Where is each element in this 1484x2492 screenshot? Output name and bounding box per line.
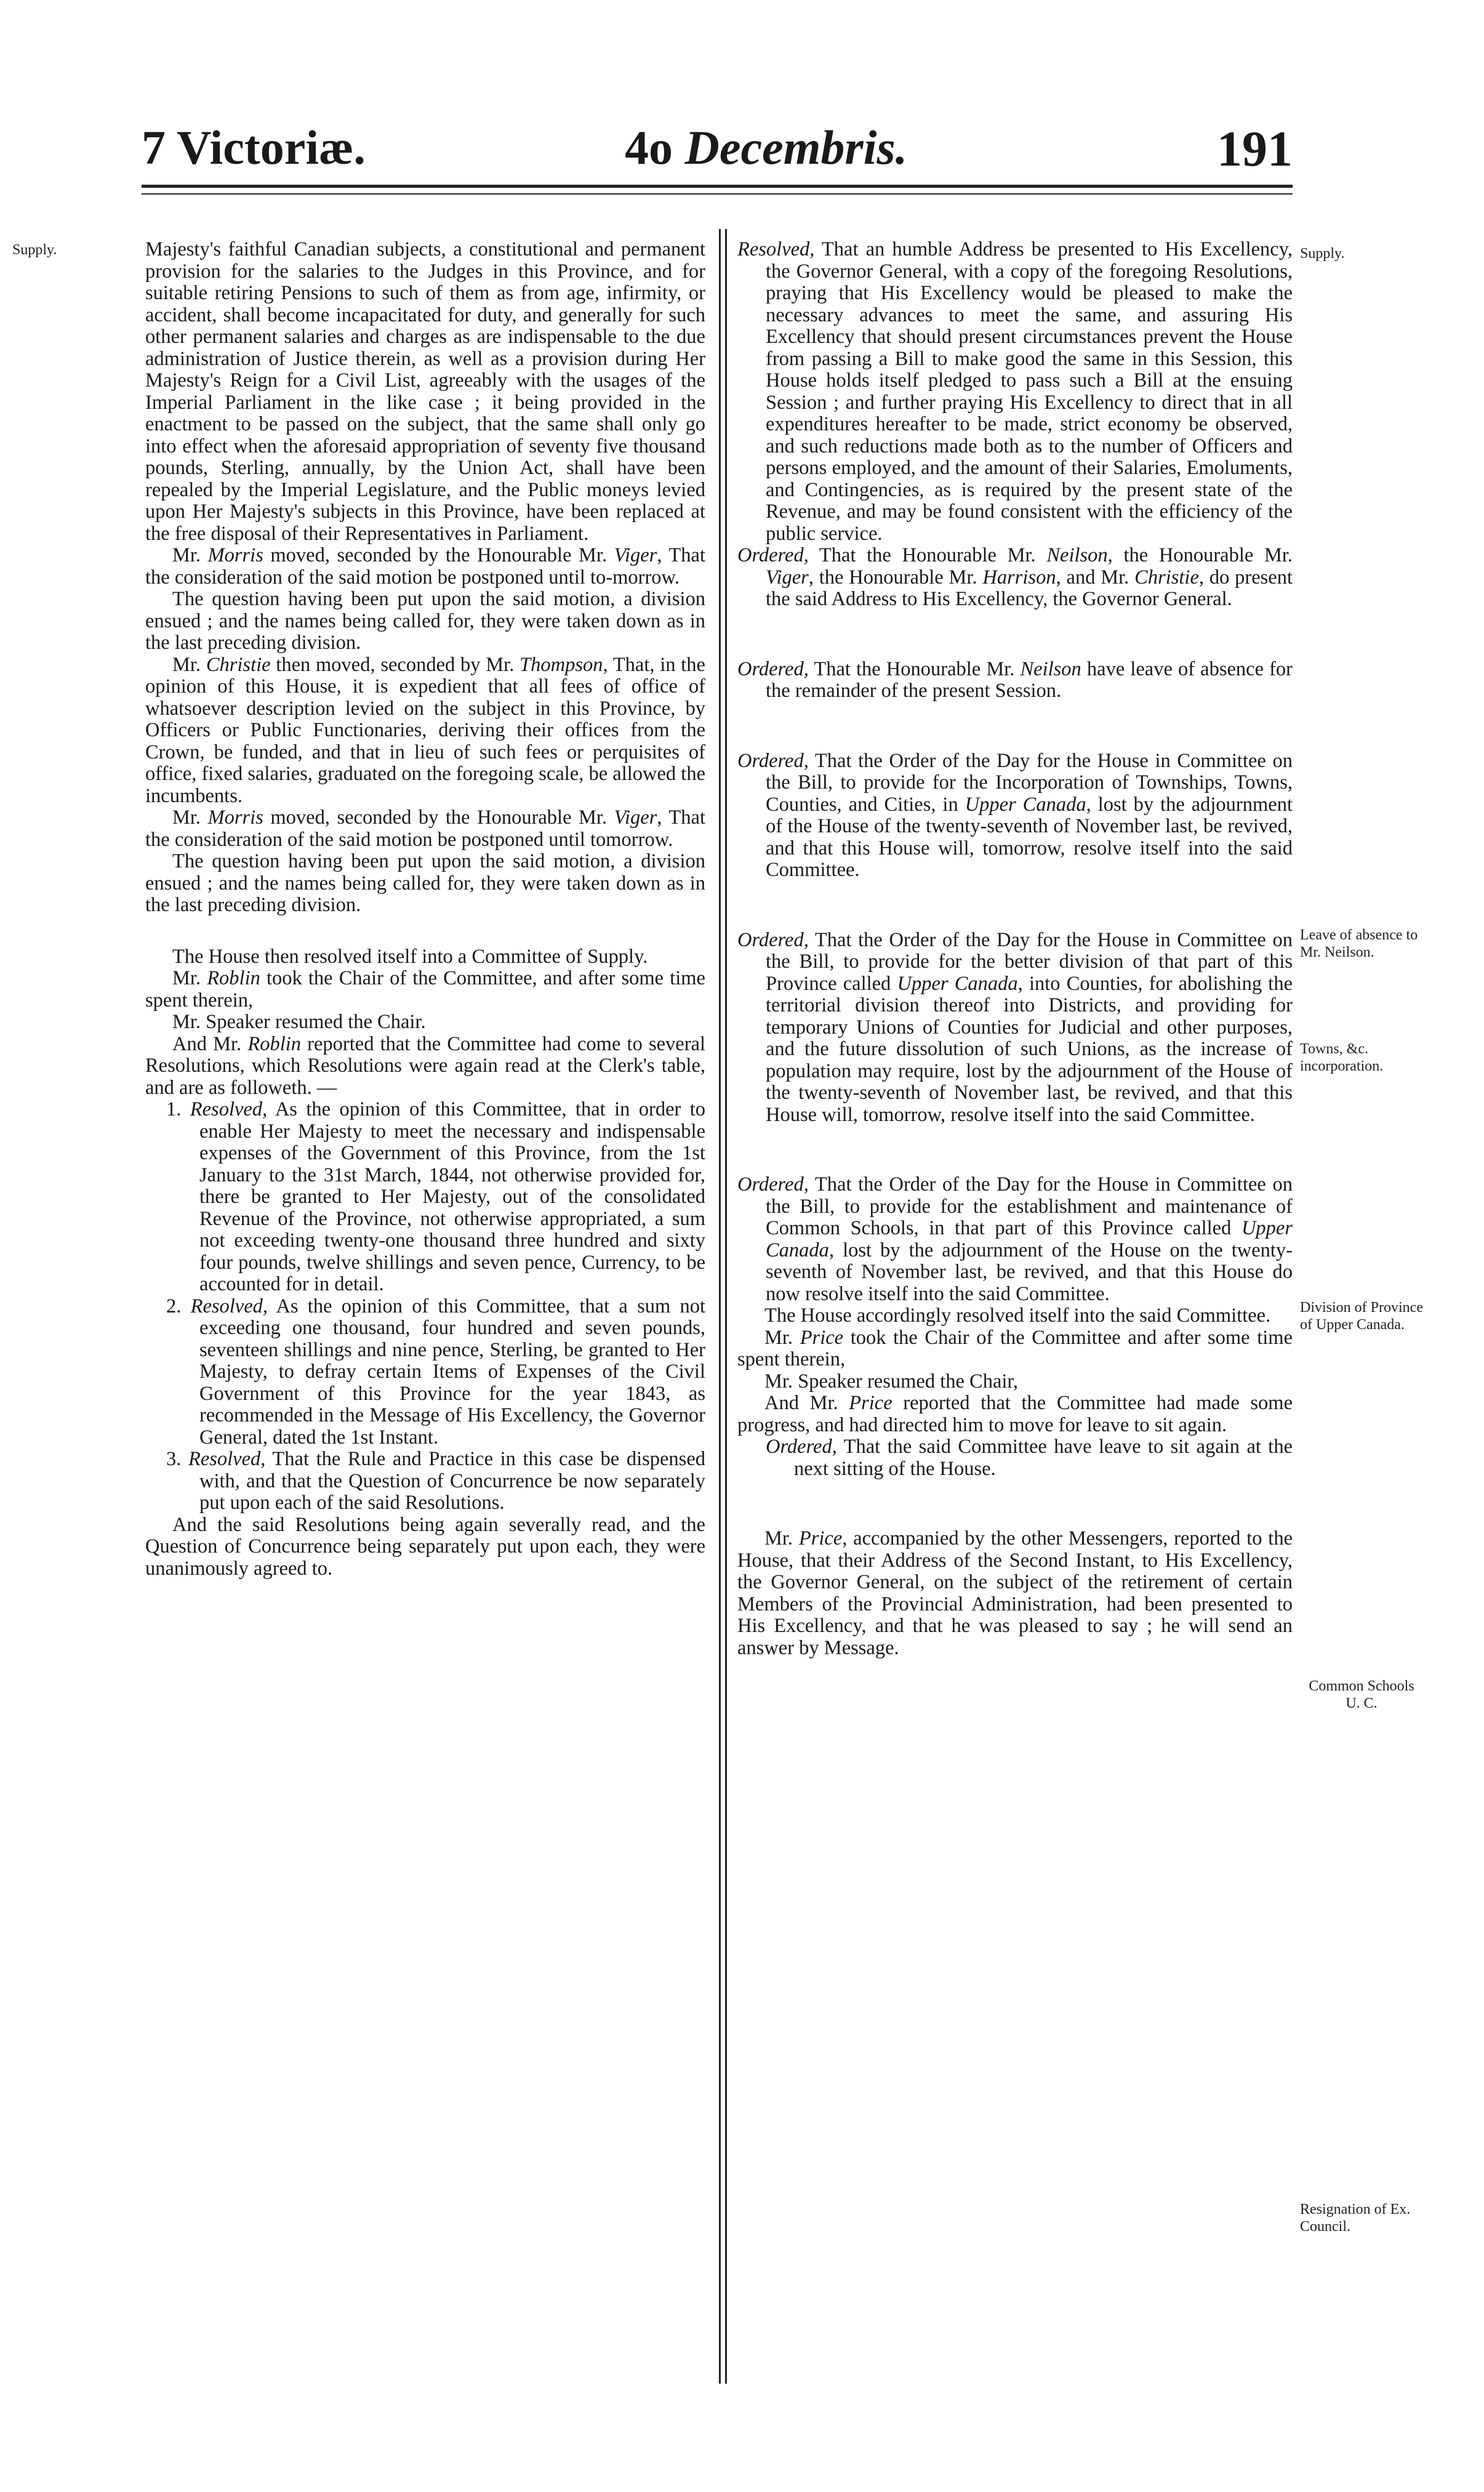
- order-leave-of-absence: Ordered, That the Honourable Mr. Neilson have leave of absence for the remainder of the present Session.: [737, 657, 1293, 702]
- page-number: 191: [1217, 121, 1293, 177]
- resolution-1: 1. Resolved, As the opinion of this Committee, that in order to enable Her Majesty to meet the necessary and indispensable expenses of the Government of this Province, from the 1st January to the 31st March, 1844, not otherwise provided for, there be granted to Her Majesty, out of the consolidated Revenue of the Province, not otherwise appropriated, a sum not exceeding twenty-one thousand three hundred and sixty four pounds, twelve shillings and seven pence, Currency, to be accounted for in detail.: [166, 1098, 705, 1295]
- paragraph-house-resolved: The House accordingly resolved itself into the said Committee.: [764, 1304, 1271, 1327]
- margin-note-resignation: Resignation of Ex. Council.: [1300, 2201, 1411, 2235]
- paragraph-price-chair: Mr. Price took the Chair of the Committee and after some time spent therein,: [737, 1326, 1293, 1370]
- paragraph-speaker-resumed-2: Mr. Speaker resumed the Chair,: [764, 1370, 1019, 1393]
- order-common-schools: Ordered, That the Order of the Day for the House in Committee on the Bill, to provide for the establishment and maintenance of Common Schools, in that part of this Province called Upper Canada, lost by the adjournment of the House on the twenty-seventh of November last, be revived, and that this House do now resolve itself into the said Committee.: [737, 1173, 1293, 1305]
- paragraph-division-2: The question having been put upon the said motion, a division ensued ; and the names being called for, they were taken down as in the last preceding division.: [145, 850, 705, 916]
- order-towns-incorporation: Ordered, That the Order of the Day for the House in Committee on the Bill, to provide for the Incorporation of Townships, Towns, Counties, and Cities, in Upper Canada, lost by the adjournment of the House of the twenty-seventh of November last, be revived, and that this House will, tomorrow, resolve itself into the said Committee.: [737, 749, 1293, 881]
- paragraph-civil-list: Majesty's faithful Canadian subjects, a constitutional and permanent provision for the salaries to the Judges in this Province, and for suitable retiring Pensions to such of them as from age, infirmity, or accident, shall become incapacitated for duty, and generally for such other permanent salaries and charges as are indispensable to the due administration of Justice therein, as well as a provision during Her Majesty's Reign for a Civil List, agreeably with the usages of the Imperial Parliament in the like case ; it being provided in the enactment to be passed on the subject, that the same shall only go into effect when the aforesaid appropriation of seventy five thousand pounds, Sterling, annually, by the Union Act, shall have been repealed by the Imperial Legislature, and the Public moneys levied upon Her Majesty's subjects in this Province, have been replaced at the free disposal of their Representatives in Parliament.: [145, 239, 705, 545]
- order-sit-again: Ordered, That the said Committee have leave to sit again at the next sitting of the House.: [766, 1436, 1293, 1480]
- paragraph-roblin-chair: Mr. Roblin took the Chair of the Committee, and after some time spent therein,: [145, 967, 705, 1011]
- paragraph-concurrence: And the said Resolutions being again severally read, and the Question of Concurrence being separately put upon each, they were unanimously agreed to.: [145, 1513, 705, 1580]
- right-column: [737, 239, 1293, 2381]
- paragraph-speaker-resumed: Mr. Speaker resumed the Chair.: [172, 1011, 426, 1033]
- paragraph-messengers-report: Mr. Price, accompanied by the other Messengers, reported to the House, that their Address of the Second Instant, to His Excellency, the Governor General, on the subject of the retirement of certain Members of the Provincial Administration, had been presented to His Excellency, and that he was pleased to say ; he will send an answer by Message.: [737, 1527, 1293, 1659]
- paragraph-morris-motion-2: Mr. Morris moved, seconded by the Honourable Mr. Viger, That the consideration of the said motion be postponed until tomorrow.: [145, 806, 705, 851]
- margin-note-towns-incorporation: Towns, &c. incorporation.: [1300, 1041, 1384, 1074]
- header-day: 4o: [625, 121, 673, 174]
- paragraph-christie-motion: Mr. Christie then moved, seconded by Mr. Thompson, That, in the opinion of this House, it is expedient that all fees of office of whatsoever description levied on the subject in this Province, by Officers or Public Functionaries, deriving their offices from the Crown, be funded, and that in lieu of such fees or perquisites of office, fixed salaries, graduated on the foregoing scale, be allowed the incumbents.: [145, 653, 705, 807]
- order-present-address: Ordered, That the Honourable Mr. Neilson, the Honourable Mr. Viger, the Honourable Mr. Harrison, and Mr. Christie, do present the said Address to His Excellency, the Governor General.: [737, 544, 1293, 610]
- left-column: [145, 239, 705, 2381]
- column-divider-right: [725, 229, 727, 2384]
- paragraph-committee-of-supply: The House then resolved itself into a Committee of Supply.: [172, 945, 648, 968]
- header-date: [625, 120, 907, 175]
- paragraph-price-report: And Mr. Price reported that the Committee had made some progress, and had directed him to move for leave to sit again.: [737, 1392, 1293, 1436]
- column-divider-left: [719, 229, 721, 2384]
- paragraph-morris-motion-1: Mr. Morris moved, seconded by the Honourable Mr. Viger, That the consideration of the said motion be postponed until to-morrow.: [145, 544, 705, 589]
- paragraph-roblin-report: And Mr. Roblin reported that the Committee had come to several Resolutions, which Resolutions were again read at the Clerk's table, and are as followeth. —: [145, 1032, 705, 1099]
- header-rule-thin: [142, 193, 1293, 195]
- margin-note-leave-of-absence: Leave of absence to Mr. Neilson.: [1300, 927, 1418, 960]
- margin-note-supply-right: Supply.: [1300, 246, 1345, 262]
- header-month: Decembris.: [684, 121, 908, 174]
- header-regnal-year: 7 Victoriæ.: [142, 121, 366, 174]
- resolution-3: 3. Resolved, That the Rule and Practice in this case be dispensed with, and that the Question of Concurrence be now separately put upon each of the said Resolutions.: [166, 1448, 705, 1514]
- margin-note-common-schools: Common Schools U. C.: [1309, 1678, 1414, 1711]
- margin-note-supply-left: Supply.: [12, 242, 57, 258]
- header-rule-thick: [142, 185, 1293, 188]
- margin-note-division-of-province: Division of Province of Upper Canada.: [1300, 1300, 1423, 1333]
- resolution-2: 2. Resolved, As the opinion of this Committee, that a sum not exceeding one thousand, four hundred and seven pounds, seventeen shillings and nine pence, Sterling, be granted to Her Majesty, to defray certain Items of Expenses of the Civil Government of this Province for the year 1843, as recommended in the Message of His Excellency, the Governor General, dated the 1st Instant.: [166, 1295, 705, 1449]
- resolution-address: Resolved, That an humble Address be presented to His Excellency, the Governor General, with a copy of the foregoing Resolutions, praying that His Excellency would be pleased to make the necessary advances to meet the same, and assuring His Excellency that should present circumstances prevent the House from passing a Bill to make good the same in this Session, this House holds itself pledged to pass such a Bill at the ensuing Session ; and further praying His Excellency to direct that in all expenditures hereafter to be made, strict economy be observed, and such reductions made both as to the number of Officers and persons employed, and the amount of their Salaries, Emoluments, and Contingencies, as is required by the present state of the Revenue, and may be found consistent with the efficiency of the public service.: [737, 239, 1293, 545]
- order-division-of-province: Ordered, That the Order of the Day for the House in Committee on the Bill, to provide for the better division of that part of this Province called Upper Canada, into Counties, for abolishing the territorial division thereof into Districts, and providing for temporary Unions of Counties for Judicial and other purposes, and the future dissolution of such Unions, as the increase of population may require, lost by the adjournment of the House of the twenty-seventh of November last, be revived, and that this House will, tomorrow, resolve itself into the said Committee.: [737, 928, 1293, 1126]
- running-header: [142, 120, 1293, 175]
- paragraph-division-1: The question having been put upon the said motion, a division ensued ; and the names being called for, they were taken down as in the last preceding division.: [145, 588, 705, 654]
